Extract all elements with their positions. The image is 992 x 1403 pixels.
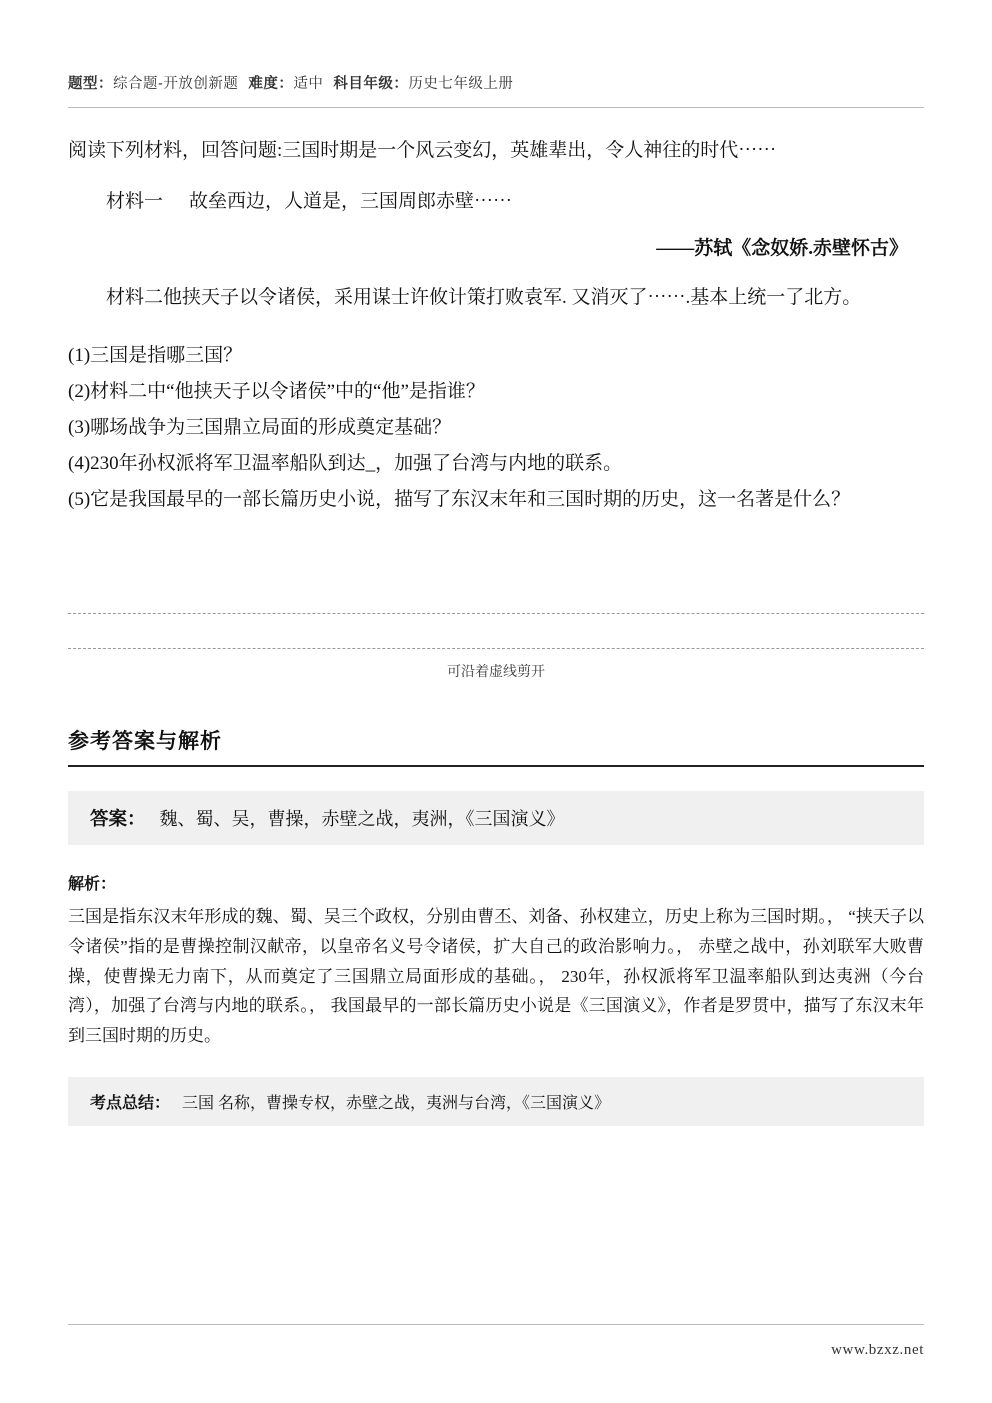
question-type-label: 题型： bbox=[68, 76, 113, 92]
question-item: (5)它是我国最早的一部长篇历史小说，描写了东汉末年和三国时期的历史，这一名著是什么？ bbox=[68, 488, 851, 510]
material-two-text: 他挟天子以令诸侯，采用谋士许攸计策打败袁军. 又消灭了⋯⋯.基本上统一了北方。 bbox=[163, 287, 862, 309]
answer-label: 答案： bbox=[90, 810, 146, 831]
footer-site-url: www.bzxz.net bbox=[831, 1342, 924, 1358]
answer-box bbox=[68, 791, 924, 845]
answer-value: 魏、蜀、吴，曹操，赤壁之战，夷洲，《三国演义》 bbox=[159, 809, 565, 830]
answer-section-divider bbox=[68, 765, 924, 767]
dashed-line-bottom bbox=[68, 648, 924, 649]
analysis-label: 解析： bbox=[68, 876, 117, 894]
question-item: (2)材料二中“他挟天子以令诸侯”中的“他”是指谁？ bbox=[68, 380, 485, 402]
question-item: (3)哪场战争为三国鼎立局面的形成奠定基础？ bbox=[68, 416, 452, 438]
question-list bbox=[68, 338, 924, 518]
cut-line-label: 可沿着虚线剪开 bbox=[447, 663, 545, 680]
question-type-value: 综合题-开放创新题 bbox=[113, 76, 239, 92]
question-item: (4)230年孙权派将军卫温率船队到达_，加强了台湾与内地的联系。 bbox=[68, 452, 623, 474]
question-item: (1)三国是指哪三国？ bbox=[68, 344, 243, 366]
answer-section-title: 参考答案与解析 bbox=[68, 730, 222, 754]
material-one-source: ——苏轼《念奴娇.赤壁怀古》 bbox=[656, 238, 908, 260]
material-two-label: 材料二 bbox=[106, 287, 164, 309]
key-point-label: 考点总结： bbox=[90, 1094, 171, 1112]
analysis-text: 三国是指东汉末年形成的魏、蜀、吴三个政权，分别由曹丕、刘备、孙权建立，历史上称为三国时期。， “挟天子以令诸侯”指的是曹操控制汉献帝，以皇帝名义号令诸侯，扩大自己的政治影响力。， 赤壁之战中，孙刘联军大败曹操，使曹操无力南下，从而奠定了三国鼎立局面形成的基础。， 230年，孙权派将军卫温率船队到达夷洲（今台湾），加强了台湾与内地的联系。， 我国最早的一部长篇历史小说是《三国演义》，作者是罗贯中，描写了东汉末年到三国时期的历史。 bbox=[68, 907, 924, 1046]
subject-grade-value: 历史七年级上册 bbox=[408, 76, 514, 92]
footer-divider bbox=[68, 1324, 924, 1325]
material-one-label: 材料一 bbox=[106, 191, 164, 213]
header-divider bbox=[68, 107, 924, 108]
key-point-value: 三国 名称，曹操专权，赤壁之战，夷洲与台湾，《三国演义》 bbox=[182, 1094, 611, 1112]
material-two bbox=[68, 280, 924, 315]
dashed-line-top bbox=[68, 613, 924, 614]
meta-header bbox=[68, 0, 924, 93]
material-one bbox=[68, 185, 924, 219]
key-point-box bbox=[68, 1077, 924, 1126]
difficulty-label: 难度： bbox=[248, 76, 294, 92]
question-stem: 阅读下列材料，回答问题:三国时期是一个风云变幻，英雄辈出，令人神往的时代⋯⋯ bbox=[68, 140, 777, 161]
difficulty-value: 适中 bbox=[293, 76, 324, 92]
material-one-text: 故垒西边，人道是，三国周郎赤壁⋯⋯ bbox=[189, 191, 513, 213]
cut-line-zone bbox=[68, 613, 924, 681]
subject-grade-label: 科目年级： bbox=[333, 76, 409, 92]
